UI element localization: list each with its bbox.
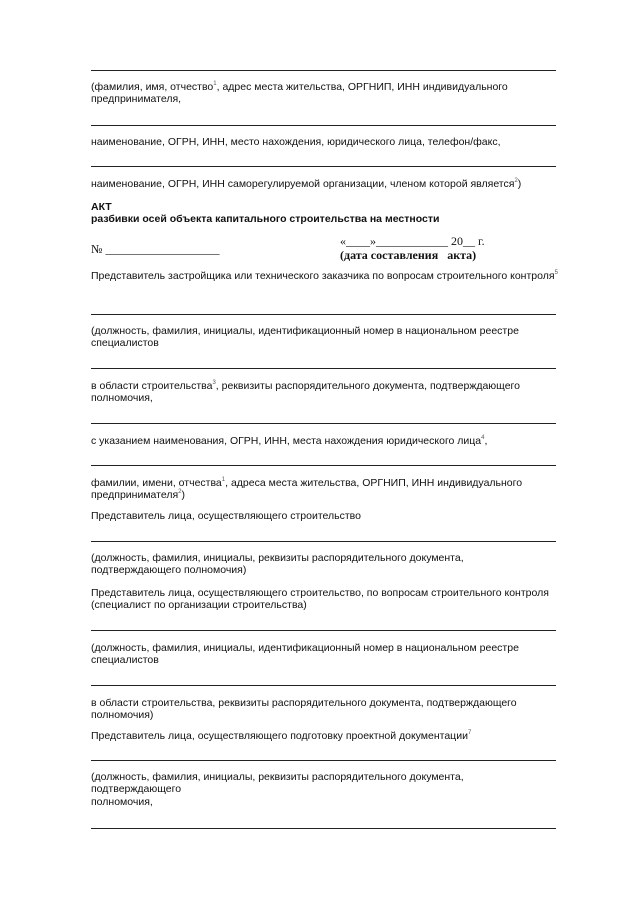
blank-line (91, 423, 556, 424)
caption-builder-position: (должность, фамилия, инициалы, реквизиты распорядительного документа, подтверждающего полномочия) (91, 552, 464, 576)
blank-line (91, 828, 556, 829)
caption-builder-control-position: (должность, фамилия, инициалы, идентификационный номер в национальном реестре специалистов (91, 642, 519, 666)
blank-line (91, 368, 556, 369)
act-title: АКТ (91, 201, 112, 213)
blank-line (91, 465, 556, 466)
caption-sro: наименование, ОГРН, ИНН саморегулируемой организации, членом которой является$^2$) (91, 178, 522, 190)
act-date-caption: (дата составления акта) (340, 248, 477, 262)
blank-line (91, 760, 556, 761)
caption-developer-area: в области строительства$^3$, реквизиты распорядительного документа, подтверждающего полномочия, (91, 380, 520, 404)
act-date-field: «____»____________ 20__ г. (340, 234, 485, 248)
caption-developer-individual: фамилии, имени, отчества$^1$, адреса места жительства, ОРГНИП, ИНН индивидуального предпринимателя$^2$) (91, 477, 523, 501)
act-subtitle: разбивки осей объекта капитального строительства на местности (91, 213, 440, 225)
caption-designer-authority: полномочия, (91, 796, 153, 808)
caption-developer-legal: с указанием наименования, ОГРН, ИНН, места нахождения юридического лица$^4$, (91, 435, 488, 447)
section-designer-representative: Представитель лица, осуществляющего подготовку проектной документации$^7$ (91, 730, 472, 742)
blank-line (91, 630, 556, 631)
section-builder-control-representative: Представитель лица, осуществляющего строительство, по вопросам строительного контроля (специалист по организации строительства) (91, 587, 549, 611)
caption-builder-control-area: в области строительства, реквизиты распорядительного документа, подтверждающего полномочия) (91, 697, 517, 721)
section-developer-representative: Представитель застройщика или технического заказчика по вопросам строительного контроля$^5$ (91, 270, 558, 282)
blank-line (91, 166, 556, 167)
caption-developer-position: (должность, фамилия, инициалы, идентификационный номер в национальном реестре специалистов (91, 325, 519, 349)
caption-applicant: (фамилия, имя, отчество$^1$, адрес места жительства, ОРГНИП, ИНН индивидуального предпринимателя, (91, 81, 508, 105)
blank-line (91, 314, 556, 315)
blank-line (91, 541, 556, 542)
blank-line (91, 685, 556, 686)
act-number-field: № ___________________ (91, 242, 220, 256)
section-builder-representative: Представитель лица, осуществляющего строительство (91, 510, 361, 522)
blank-line (91, 125, 556, 126)
blank-line (91, 70, 556, 71)
caption-designer-position: (должность, фамилия, инициалы, реквизиты распорядительного документа, подтверждающего (91, 771, 464, 795)
caption-legal-entity: наименование, ОГРН, ИНН, место нахождения, юридического лица, телефон/факс, (91, 136, 501, 148)
